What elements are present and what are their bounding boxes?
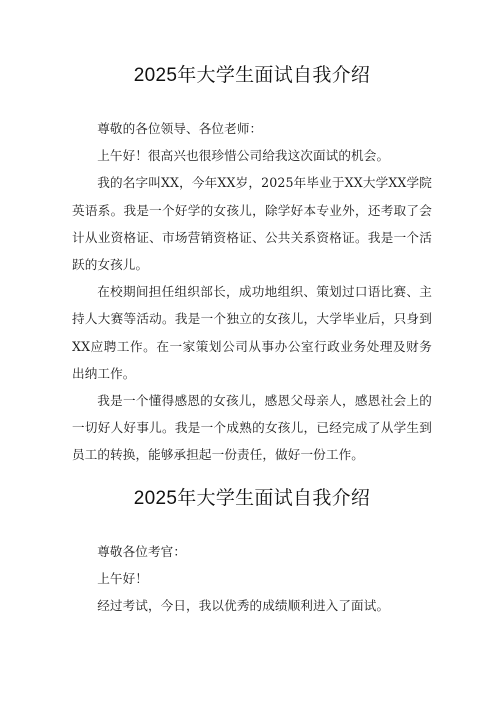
document-section-1: [72, 60, 432, 469]
section-title: 2025年大学生面试自我介绍: [133, 65, 371, 86]
salutation-paragraph: 尊敬的各位领导、各位老师：: [97, 121, 263, 136]
body-paragraph: 在校期间担任组织部长，成功地组织、策划过口语比赛、主持人大赛等活动。我是一个独立的女孩儿，大学毕业后，只身到XX应聘工作。在一家策划公司从事办公室行政业务处理及财务出纳工作。: [72, 284, 432, 381]
salutation-paragraph: 尊敬各位考官：: [97, 544, 187, 559]
body-paragraph: 我的名字叫XX，今年XX岁，2025年毕业于XX大学XX学院英语系。我是一个好学的女孩儿，除学好本专业外，还考取了会计从业资格证、市场营销资格证、公共关系资格证。我是一个活跃的女孩儿。: [72, 175, 432, 273]
body-paragraph: 经过考试，今日，我以优秀的成绩顺利进入了面试。: [97, 598, 390, 614]
section-body: [72, 538, 432, 620]
body-paragraph: 我是一个懂得感恩的女孩儿，感恩父母亲人，感恩社会上的一切好人好事儿。我是一个成熟的女孩儿，已经完成了从学生到员工的转换，能够承担起一份责任，做好一份工作。: [72, 393, 432, 463]
section-body: [72, 115, 432, 469]
greeting-paragraph: 上午好！: [97, 571, 148, 587]
document-section-2: [72, 483, 432, 620]
greeting-paragraph: 上午好！很高兴也很珍惜公司给我这次面试的机会。: [97, 148, 390, 164]
section-title: 2025年大学生面试自我介绍: [133, 488, 371, 509]
